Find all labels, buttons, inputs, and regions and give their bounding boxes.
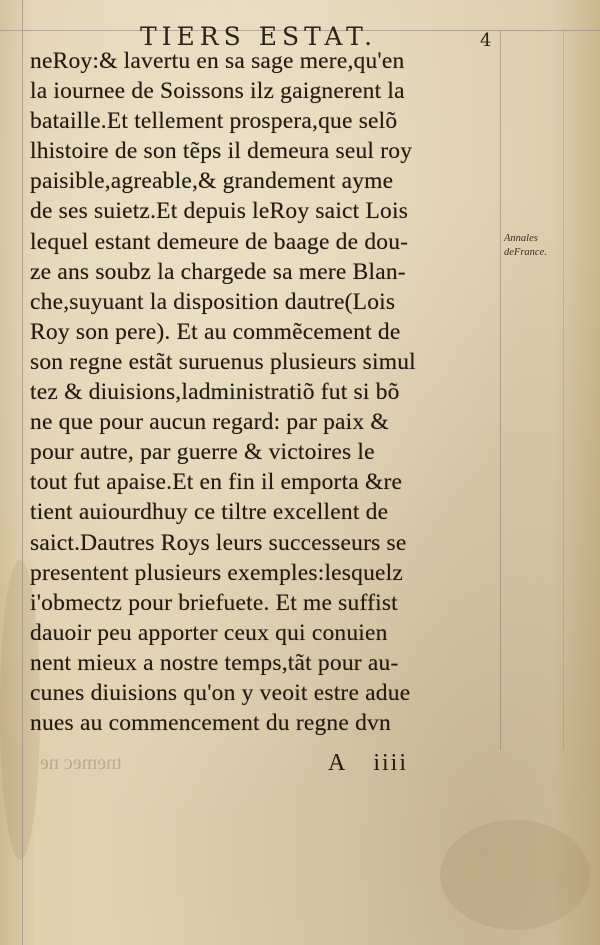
text-line: la iournee de Soissons ilz gaignerent la	[30, 78, 405, 105]
text-line: ne que pour aucun regard: par paix &	[30, 409, 389, 436]
text-line: nent mieux a nostre temps,tãt pour au-	[30, 649, 399, 676]
text-line: lequel estant demeure de baage de dou-	[30, 228, 409, 255]
page-number: 4	[480, 30, 492, 51]
text-line: Roy son pere). Et au commẽcement de	[30, 318, 401, 345]
margin-note	[504, 232, 566, 260]
text-line: nues au commencement du regne dvn	[30, 710, 391, 737]
text-line: tient auiourdhuy ce tiltre excellent de	[30, 499, 389, 526]
text-line: neRoy:& lavertu en sa sage mere,qu'en	[30, 48, 405, 74]
text-line: cunes diuisions qu'on y veoit estre adue	[30, 679, 411, 706]
text-line: ze ans soubz la chargede sa mere Blan-	[30, 258, 406, 285]
text-line: dauoir peu apporter ceux qui conuien	[30, 619, 388, 646]
text-line: son regne estãt suruenus plusieurs simul	[30, 348, 416, 375]
signature-letter: A	[328, 750, 348, 776]
text-line: presentent plusieurs exemples:lesquelz	[30, 559, 404, 586]
body-text	[30, 46, 500, 738]
text-line: lhistoire de son tẽps il demeura seul roy	[30, 138, 413, 165]
text-line: tez & diuisions,ladministratiõ fut si bõ	[30, 379, 400, 406]
text-line: che,suyuant la disposition dautre(Lois	[30, 288, 396, 315]
margin-note-line: deFrance.	[504, 247, 547, 258]
text-line: saict.Dautres Roys leurs successeurs se	[30, 529, 407, 556]
text-line: bataille.Et tellement prospera,que selõ	[30, 108, 398, 135]
ruled-line-right	[500, 30, 501, 750]
ruled-line-left	[22, 0, 23, 945]
text-line: i'obmectz pour briefuete. Et me suffist	[30, 589, 398, 616]
running-head: TIERS ESTAT.	[140, 22, 378, 51]
paper-stain	[440, 820, 590, 930]
ruled-line-outer	[563, 30, 564, 750]
signature-number: iiii	[373, 750, 409, 776]
show-through-text: tnemec ne	[40, 752, 122, 774]
text-line: paisible,agreable,& grandement ayme	[30, 168, 394, 195]
text-line: de ses suietz.Et depuis leRoy saict Lois	[30, 198, 409, 225]
text-line: pour autre, par guerre & victoires le	[30, 439, 375, 466]
signature-mark	[328, 750, 408, 777]
margin-note-line: Annales	[504, 233, 538, 244]
text-line: tout fut apaise.Et en fin il emporta &re	[30, 469, 403, 496]
